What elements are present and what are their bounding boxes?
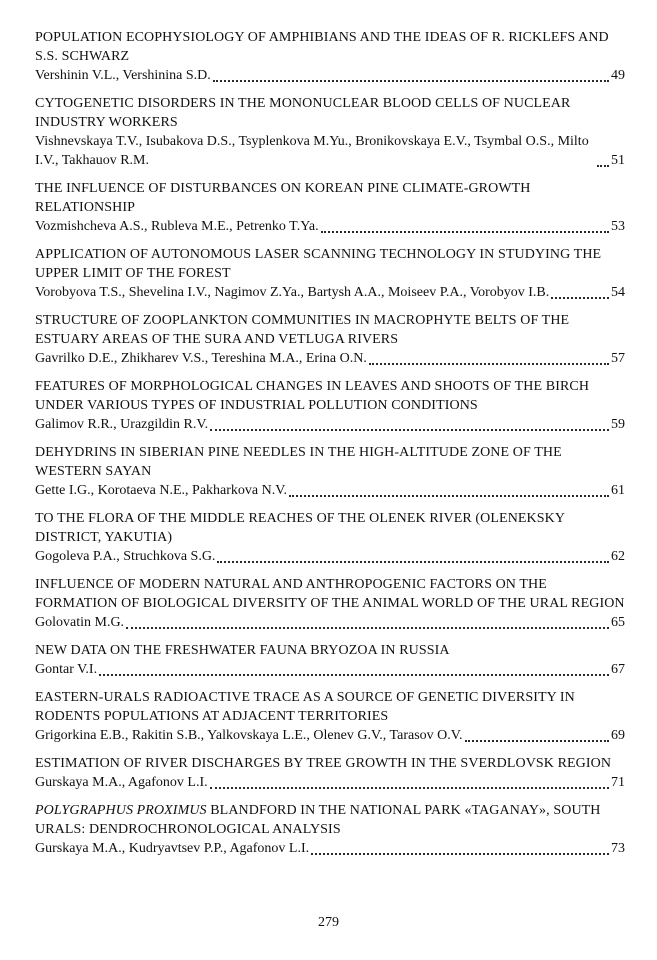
page-number: 279 <box>318 915 339 930</box>
dotted-leader <box>289 495 609 497</box>
toc-entry <box>35 443 625 500</box>
toc-entry <box>35 245 625 302</box>
dotted-leader <box>369 363 609 365</box>
toc-entry <box>35 377 625 434</box>
entry-page-ref: 51 <box>611 153 625 168</box>
entry-authors-line <box>35 349 625 368</box>
dotted-leader <box>465 740 609 742</box>
entry-authors-line <box>35 415 625 434</box>
dotted-leader <box>99 674 609 676</box>
entry-authors-line <box>35 66 625 85</box>
dotted-leader <box>217 561 609 563</box>
toc-entry <box>35 801 625 858</box>
entry-authors: Gurskaya M.A., Agafonov L.I. <box>35 775 208 790</box>
entry-title-text: THE INFLUENCE OF DISTURBANCES ON KOREAN PINE CLIMATE-GROWTH RELATIONSHIP <box>35 181 531 215</box>
toc-entry <box>35 28 625 85</box>
entry-title-text: STRUCTURE OF ZOOPLANKTON COMMUNITIES IN MACROPHYTE BELTS OF THE ESTUARY AREAS OF THE SURA AND VETLUGA RIVERS <box>35 313 570 347</box>
entry-authors: Gogoleva P.A., Struchkova S.G. <box>35 549 216 564</box>
toc-entry <box>35 688 625 745</box>
entry-authors: Galimov R.R., Urazgildin R.V. <box>35 417 209 432</box>
entry-authors: Vishnevskaya T.V., Isubakova D.S., Tsyplenkova M.Yu., Bronikovskaya E.V., Tsymbal O.S., Milto I.V., Takhauov R.M. <box>35 134 589 168</box>
entry-title-italic: POLYGRAPHUS PROXIMUS <box>35 803 207 818</box>
dotted-leader <box>551 297 609 299</box>
entry-page-ref: 61 <box>611 483 625 498</box>
entry-title <box>35 641 625 660</box>
entry-page-ref: 54 <box>611 285 625 300</box>
table-of-contents <box>35 28 625 858</box>
entry-title-text: NEW DATA ON THE FRESHWATER FAUNA BRYOZOA IN RUSSIA <box>35 643 450 658</box>
entry-title <box>35 509 625 547</box>
toc-entry <box>35 509 625 566</box>
entry-authors-line <box>35 132 625 170</box>
entry-page-ref: 62 <box>611 549 625 564</box>
dotted-leader <box>597 165 609 167</box>
entry-title-text: TO THE FLORA OF THE MIDDLE REACHES OF THE OLENEK RIVER (OLENEKSKY DISTRICT, YAKUTIA) <box>35 511 565 545</box>
entry-title-text: INFLUENCE OF MODERN NATURAL AND ANTHROPOGENIC FACTORS ON THE FORMATION OF BIOLOGICAL DIVERSITY OF THE ANIMAL WORLD OF THE URAL REGION <box>35 577 625 611</box>
entry-page-ref: 69 <box>611 728 625 743</box>
dotted-leader <box>321 231 609 233</box>
entry-authors: Gette I.G., Korotaeva N.E., Pakharkova N.V. <box>35 483 288 498</box>
entry-page-ref: 65 <box>611 615 625 630</box>
dotted-leader <box>311 853 609 855</box>
entry-authors-line <box>35 283 625 302</box>
entry-page-ref: 73 <box>611 841 625 856</box>
entry-authors-line <box>35 547 625 566</box>
entry-page-ref: 53 <box>611 219 625 234</box>
entry-title <box>35 245 625 283</box>
entry-title <box>35 377 625 415</box>
entry-title <box>35 311 625 349</box>
entry-authors-line <box>35 839 625 858</box>
toc-entry <box>35 311 625 368</box>
entry-title-text: APPLICATION OF AUTONOMOUS LASER SCANNING TECHNOLOGY IN STUDYING THE UPPER LIMIT OF THE FOREST <box>35 247 602 281</box>
entry-title <box>35 28 625 66</box>
entry-title <box>35 94 625 132</box>
entry-page-ref: 59 <box>611 417 625 432</box>
entry-authors-line <box>35 217 625 236</box>
dotted-leader <box>210 787 609 789</box>
entry-title <box>35 801 625 839</box>
dotted-leader <box>126 627 609 629</box>
entry-title <box>35 688 625 726</box>
entry-page-ref: 71 <box>611 775 625 790</box>
entry-title <box>35 179 625 217</box>
entry-title-text: ESTIMATION OF RIVER DISCHARGES BY TREE GROWTH IN THE SVERDLOVSK REGION <box>35 756 612 771</box>
entry-title-text: FEATURES OF MORPHOLOGICAL CHANGES IN LEAVES AND SHOOTS OF THE BIRCH UNDER VARIOUS TYPES OF INDUSTRIAL POLLUTION CONDITIONS <box>35 379 590 413</box>
entry-title-text: CYTOGENETIC DISORDERS IN THE MONONUCLEAR BLOOD CELLS OF NUCLEAR INDUSTRY WORKERS <box>35 96 571 130</box>
toc-entry <box>35 179 625 236</box>
entry-title-text: POPULATION ECOPHYSIOLOGY OF AMPHIBIANS AND THE IDEAS OF R. RICKLEFS AND S.S. SCHWARZ <box>35 30 609 64</box>
entry-authors: Grigorkina E.B., Rakitin S.B., Yalkovskaya L.E., Olenev G.V., Tarasov O.V. <box>35 728 463 743</box>
entry-title-text: BLANDFORD IN THE NATIONAL PARK «TAGANAY», SOUTH URALS: DENDROCHRONOLOGICAL ANALYSIS <box>35 803 601 837</box>
entry-authors: Vozmishcheva A.S., Rubleva M.E., Petrenko T.Ya. <box>35 219 319 234</box>
dotted-leader <box>213 80 609 82</box>
entry-page-ref: 67 <box>611 662 625 677</box>
entry-page-ref: 57 <box>611 351 625 366</box>
entry-authors-line <box>35 481 625 500</box>
toc-entry <box>35 575 625 632</box>
entry-authors-line <box>35 613 625 632</box>
entry-authors: Gontar V.I. <box>35 662 98 677</box>
entry-authors: Vorobyova T.S., Shevelina I.V., Nagimov Z.Ya., Bartysh A.A., Moiseev P.A., Vorobyov I.B. <box>35 285 550 300</box>
entry-authors: Gurskaya M.A., Kudryavtsev P.P., Agafonov L.I. <box>35 841 310 856</box>
entry-title-text: DEHYDRINS IN SIBERIAN PINE NEEDLES IN THE HIGH-ALTITUDE ZONE OF THE WESTERN SAYAN <box>35 445 562 479</box>
entry-authors-line <box>35 660 625 679</box>
entry-page-ref: 49 <box>611 68 625 83</box>
entry-authors: Vershinin V.L., Vershinina S.D. <box>35 68 211 83</box>
entry-title <box>35 443 625 481</box>
entry-authors-line <box>35 773 625 792</box>
entry-authors: Golovatin M.G. <box>35 615 125 630</box>
toc-entry <box>35 641 625 679</box>
entry-title <box>35 754 625 773</box>
entry-authors-line <box>35 726 625 745</box>
entry-authors: Gavrilko D.E., Zhikharev V.S., Tereshina M.A., Erina O.N. <box>35 351 367 366</box>
entry-title <box>35 575 625 613</box>
dotted-leader <box>210 429 609 431</box>
toc-entry <box>35 94 625 170</box>
toc-entry <box>35 754 625 792</box>
entry-title-text: EASTERN-URALS RADIOACTIVE TRACE AS A SOURCE OF GENETIC DIVERSITY IN RODENTS POPULATIONS AT ADJACENT TERRITORIES <box>35 690 575 724</box>
